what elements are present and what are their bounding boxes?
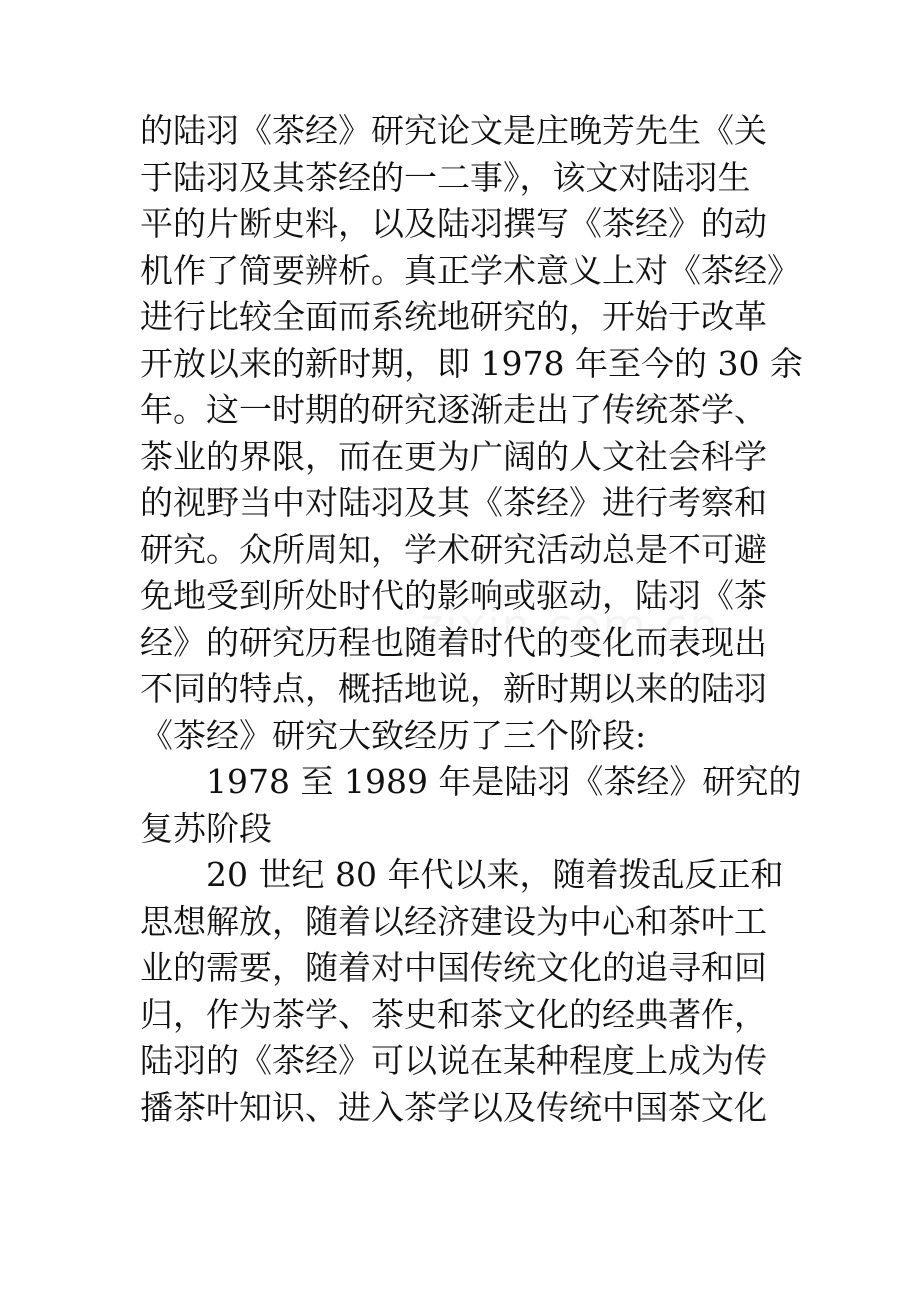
section-heading-line: 1978 至 1989 年是陆羽《茶经》研究的 [140,762,802,801]
body-text [140,108,803,1131]
text-line: 于陆羽及其茶经的一二事》，该文对陆羽生 [140,157,751,197]
text-line: 《茶经》研究大致经历了三个阶段: [140,715,647,755]
text-line: 开放以来的新时期，即 1978 年至今的 30 余 [140,343,803,383]
text-line: 陆羽的《茶经》可以说在某种程度上成为传 [140,1041,767,1080]
text-line: 进行比较全面而系统地研究的，开始于改革 [140,297,767,336]
text-line: 年。这一时期的研究逐渐走出了传统茶学、 [140,390,767,429]
text-line: 的视野当中对陆羽及其《茶经》进行考察和 [140,483,767,522]
text-line: 业的需要，随着对中国传统文化的追寻和回 [140,948,767,987]
text-line: 思想解放，随着以经济建设为中心和茶叶工 [140,901,767,941]
text-line: 机作了简要辨析。真正学术意义上对《茶经》 [140,250,800,290]
text-line: 茶业的界限，而在更为广阔的人文社会科学 [140,436,767,476]
text-line: 归，作为茶学、茶史和茶文化的经典著作， [140,994,767,1034]
text-line: 播茶叶知识、进入茶学以及传统中国茶文化 [140,1087,767,1127]
text-line: 经》的研究历程也随着时代的变化而表现出 [140,622,767,662]
section-heading-line: 复苏阶段 [140,808,272,848]
text-line: 20 世纪 80 年代以来，随着拨乱反正和 [140,855,784,894]
text-line: 免地受到所处时代的影响或驱动，陆羽《茶 [140,576,767,615]
text-line: 平的片断史料，以及陆羽撰写《茶经》的动 [140,204,767,243]
text-line: 不同的特点，概括地说，新时期以来的陆羽 [140,669,767,708]
text-line: 研究。众所周知，学术研究活动总是不可避 [140,529,767,569]
text-line: 的陆羽《茶经》研究论文是庄晚芳先生《关 [140,111,767,150]
